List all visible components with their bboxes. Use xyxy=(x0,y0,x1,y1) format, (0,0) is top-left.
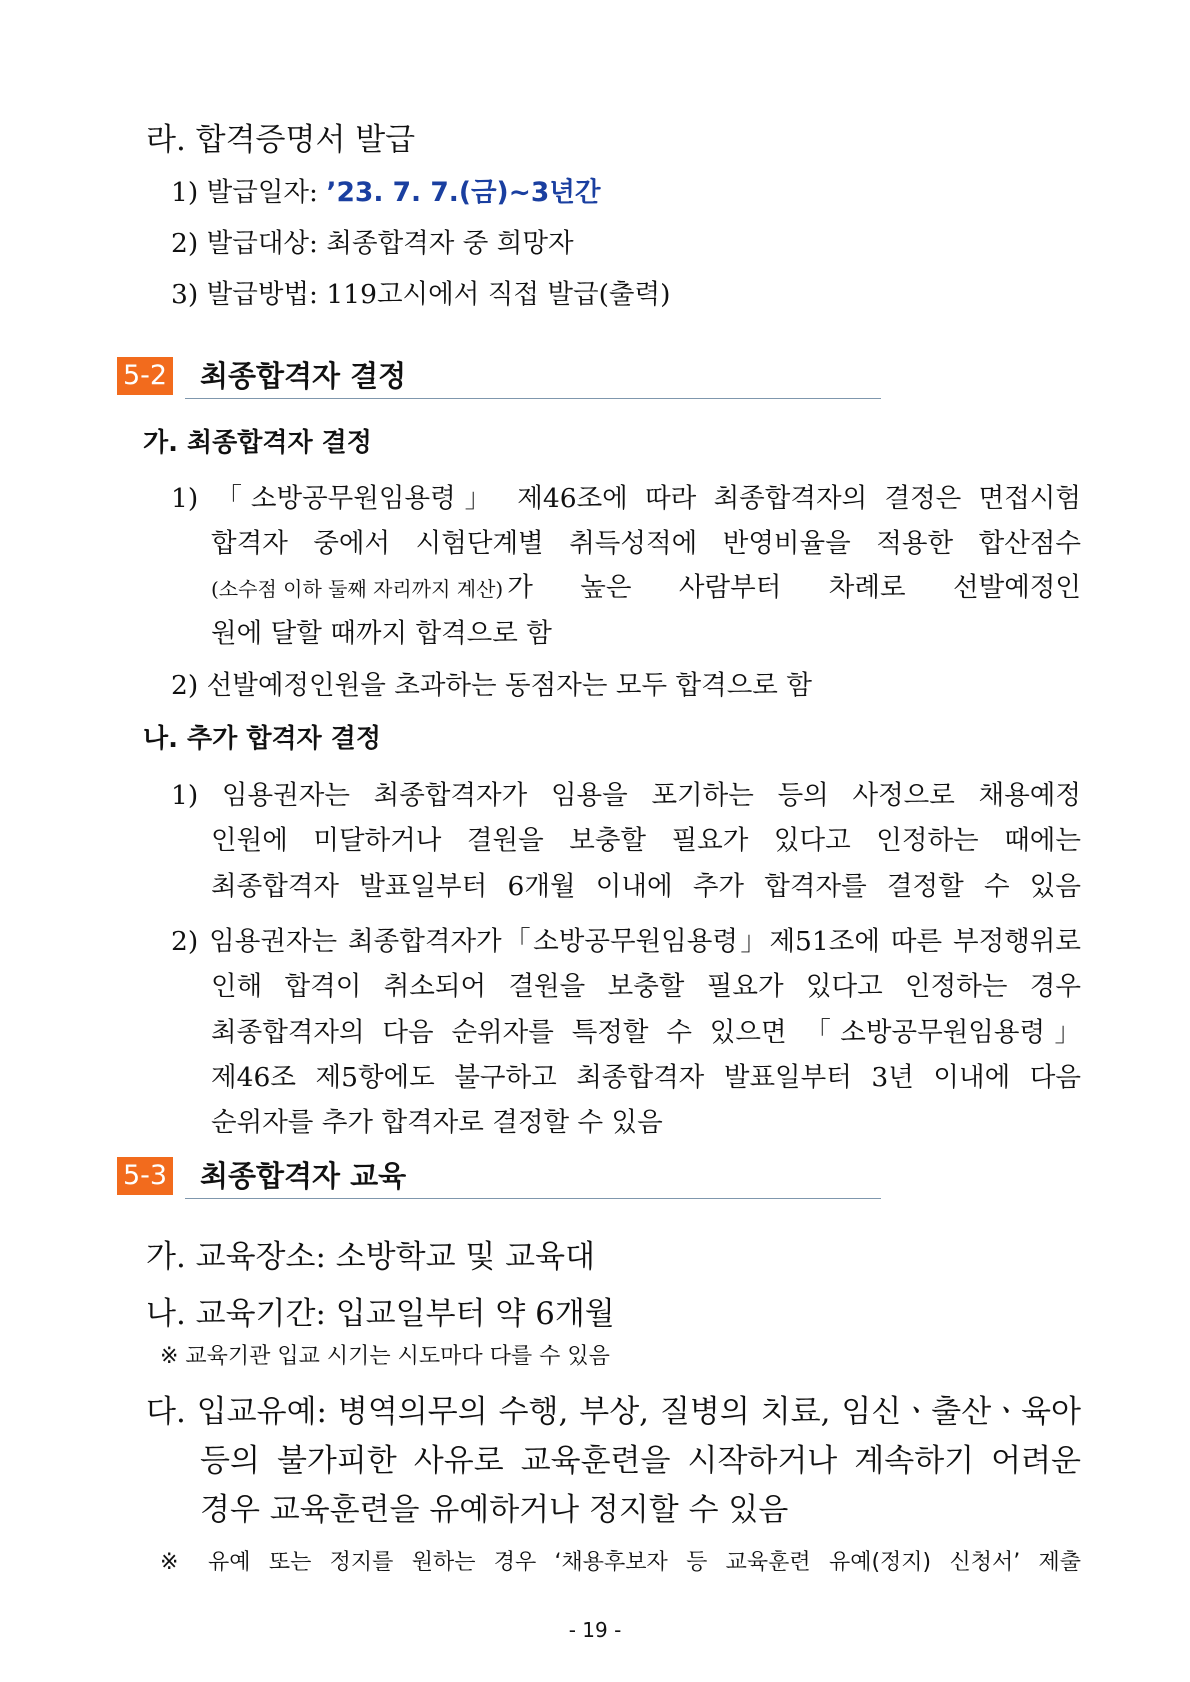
paragraph-line: 인해 합격이 취소되어 결원을 보충할 필요가 있다고 인정하는 경우 xyxy=(211,971,1081,1002)
item-5-3-ga: 가. 교육장소: 소방학교 및 교육대 xyxy=(146,1239,596,1275)
page-number: - 19 - xyxy=(568,1618,622,1642)
paragraph-line: 제46조 제5항에도 불구하고 최종합격자 발표일부터 3년 이내에 다음 xyxy=(211,1062,1081,1093)
paragraph-line: 합격자 중에서 시험단계별 취득성적에 반영비율을 적용한 합산점수 xyxy=(211,528,1081,559)
heading-ra: 라. 합격증명서 발급 xyxy=(146,122,416,158)
section-number-badge: 5-2 xyxy=(117,357,173,395)
paragraph-line: 2) 선발예정인원을 초과하는 동점자는 모두 합격으로 함 xyxy=(171,670,812,701)
ra-item-3: 3) 발급방법: 119고시에서 직접 발급(출력) xyxy=(171,279,671,310)
parenthetical-note: (소수점 이하 둘째 자리까지 계산) xyxy=(211,577,504,601)
section-underline xyxy=(185,1198,881,1199)
ra-item-1 xyxy=(171,170,601,209)
heading-5-2-ga: 가. 최종합격자 결정 xyxy=(143,428,372,458)
section-title: 최종합격자 결정 xyxy=(200,359,407,393)
ra-item-1-value: ’23. 7. 7.(금)∼3년간 xyxy=(326,177,601,208)
heading-5-2-na: 나. 추가 합격자 결정 xyxy=(143,724,381,754)
paragraph-line: 인원에 미달하거나 결원을 보충할 필요가 있다고 인정하는 때에는 xyxy=(211,825,1081,856)
item-5-3-na: 나. 교육기간: 입교일부터 약 6개월 xyxy=(146,1296,615,1332)
paragraph-line: 1) 「소방공무원임용령」 제46조에 따라 최종합격자의 결정은 면접시험 xyxy=(171,483,1081,514)
paragraph-text: 가 높은 사람부터 차례로 선발예정인 xyxy=(507,572,1081,603)
paragraph-line: 순위자를 추가 합격자로 결정할 수 있음 xyxy=(211,1107,663,1138)
paragraph-line: 최종합격자 발표일부터 6개월 이내에 추가 합격자를 결정할 수 있음 xyxy=(211,871,1081,902)
paragraph-line: 경우 교육훈련을 유예하거나 정지할 수 있음 xyxy=(200,1492,789,1528)
paragraph-line: 다. 입교유예: 병역의무의 수행, 부상, 질병의 치료, 임신ㆍ출산ㆍ육아 xyxy=(146,1394,1081,1430)
paragraph-line: 1) 임용권자는 최종합격자가 임용을 포기하는 등의 사정으로 채용예정 xyxy=(171,780,1081,811)
note-5-3-na: ※ 교육기관 입교 시기는 시도마다 다를 수 있음 xyxy=(160,1344,610,1369)
paragraph-line: 등의 불가피한 사유로 교육훈련을 시작하거나 계속하기 어려운 xyxy=(200,1443,1081,1479)
paragraph-line: 최종합격자의 다음 순위자를 특정할 수 있으면 「소방공무원임용령」 xyxy=(211,1017,1081,1048)
section-underline xyxy=(185,398,881,399)
paragraph-line: 원에 달할 때까지 합격으로 함 xyxy=(211,618,552,649)
section-title: 최종합격자 교육 xyxy=(200,1159,407,1193)
note-5-3-da: ※ 유예 또는 정지를 원하는 경우 ‘채용후보자 등 교육훈련 유예(정지) 신청서’ 제출 xyxy=(160,1550,1081,1575)
ra-item-1-label: 1) 발급일자: xyxy=(171,177,327,208)
paragraph-line xyxy=(211,565,1081,604)
ra-item-2: 2) 발급대상: 최종합격자 중 희망자 xyxy=(171,228,574,259)
section-number-badge: 5-3 xyxy=(117,1157,173,1195)
paragraph-line: 2) 임용권자는 최종합격자가「소방공무원임용령」제51조에 따른 부정행위로 xyxy=(171,926,1081,957)
